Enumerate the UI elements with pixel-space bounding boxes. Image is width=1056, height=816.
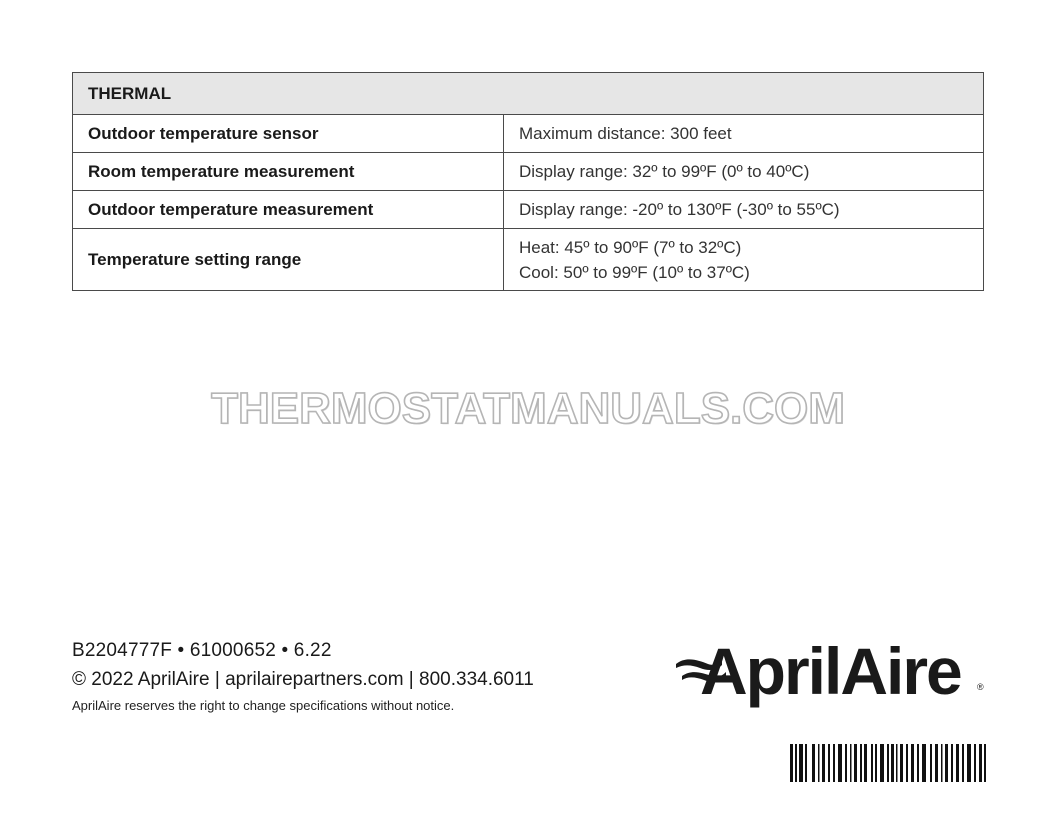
spec-value-line: Heat: 45º to 90ºF (7º to 32ºC) <box>519 237 742 257</box>
barcode-icon <box>790 744 986 782</box>
table-row <box>73 115 984 153</box>
spec-label: Outdoor temperature measurement <box>73 191 504 229</box>
section-header: THERMAL <box>73 73 984 115</box>
spec-value <box>504 229 984 291</box>
watermark: THERMOSTATMANUALS.COM <box>211 384 845 433</box>
spec-value-line: Cool: 50º to 99ºF (10º to 37ºC) <box>519 262 750 282</box>
spec-value-line: Maximum distance: 300 feet <box>519 124 732 143</box>
contact-line: © 2022 AprilAire | aprilairepartners.com | 800.334.6011 <box>72 669 534 690</box>
table-row <box>73 229 984 291</box>
table-row <box>73 191 984 229</box>
disclaimer: AprilAire reserves the right to change specifications without notice. <box>72 698 455 713</box>
registered-mark: ® <box>977 682 984 692</box>
specifications-table <box>72 72 984 291</box>
table-row <box>73 153 984 191</box>
footer <box>72 637 534 717</box>
spec-value <box>504 115 984 153</box>
spec-label: Outdoor temperature sensor <box>73 115 504 153</box>
logo-wordmark: AprilAire <box>700 634 961 708</box>
spec-value <box>504 153 984 191</box>
spec-label: Temperature setting range <box>73 229 504 291</box>
spec-value <box>504 191 984 229</box>
spec-value-line: Display range: -20º to 130ºF (-30º to 55ºC) <box>519 200 840 219</box>
table-header-row <box>73 73 984 115</box>
spec-label: Room temperature measurement <box>73 153 504 191</box>
spec-value-line: Display range: 32º to 99ºF (0º to 40ºC) <box>519 162 810 181</box>
aprilaire-logo <box>674 628 986 714</box>
document-codes: B2204777F • 61000652 • 6.22 <box>72 640 332 661</box>
